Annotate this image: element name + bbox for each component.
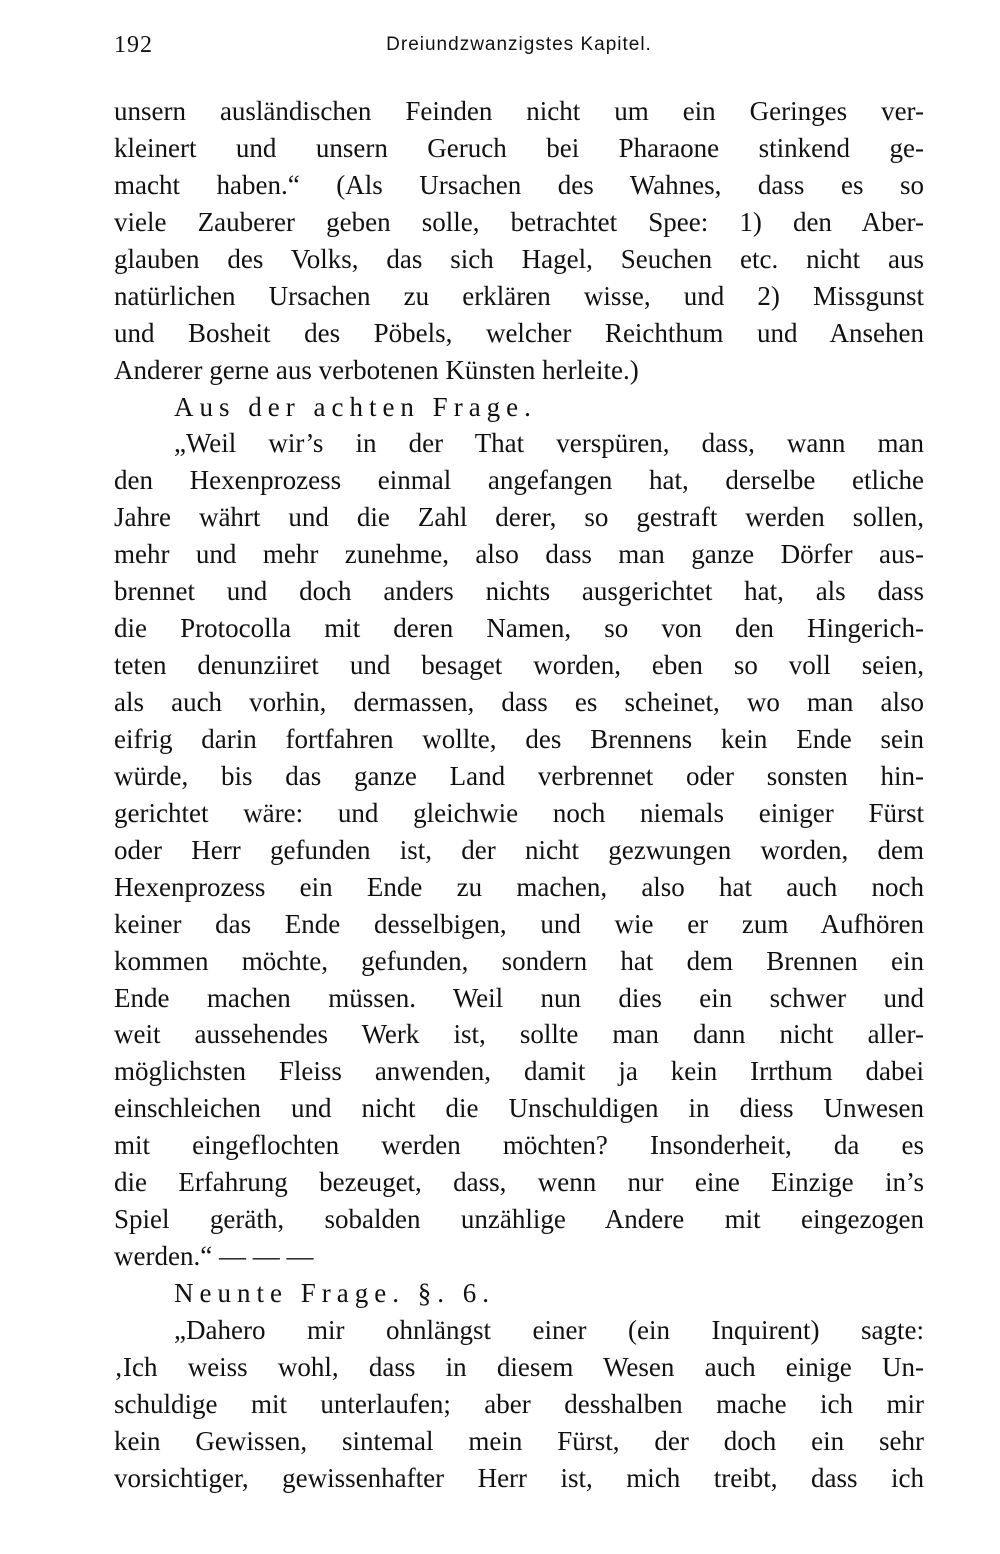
text-line: einschleichen und nicht die Unschuldigen in diess Unwesen — [114, 1093, 924, 1124]
text-line: vorsichtiger, gewissenhafter Herr ist, mich treibt, dass ich — [114, 1462, 924, 1493]
page-number: 192 — [114, 32, 153, 58]
text-line: Ende machen müssen. Weil nun dies ein schwer und — [114, 982, 924, 1013]
text-line: Anderer gerne aus verbotenen Künsten herleite.) — [114, 354, 639, 385]
text-line: unsern ausländischen Feinden nicht um ein Geringes ver- — [114, 96, 924, 126]
running-head: Dreiundzwanzigstes Kapitel. — [386, 34, 652, 55]
text-line: „Weil wir’s in der That verspüren, dass, wann man — [174, 428, 924, 459]
text-line: werden.“ — — — — [114, 1241, 314, 1272]
text-line: kommen möchte, gefunden, sondern hat dem Brennen ein — [114, 945, 924, 976]
text-line: kein Gewissen, sintemal mein Fürst, der doch ein sehr — [114, 1425, 924, 1456]
text-line: „Dahero mir ohnlängst einer (ein Inquirent) sagte: — [174, 1314, 924, 1345]
text-line: würde, bis das ganze Land verbrennet oder sonsten hin- — [114, 760, 924, 791]
page-header — [114, 30, 924, 64]
text-line: Spiel geräth, sobalden unzählige Andere mit eingezogen — [114, 1204, 924, 1235]
text-line: keiner das Ende desselbigen, und wie er zum Aufhören — [114, 908, 924, 939]
text-line: ‚Ich weiss wohl, dass in diesem Wesen auch einige Un- — [114, 1351, 924, 1382]
text-line: als auch vorhin, dermassen, dass es scheinet, wo man also — [114, 687, 924, 717]
text-line: brennet und doch anders nichts ausgerichtet hat, als dass — [114, 576, 924, 607]
text-line: eifrig darin fortfahren wollte, des Brennens kein Ende sein — [114, 723, 924, 754]
text-line: möglichsten Fleiss anwenden, damit ja kein Irrthum dabei — [114, 1056, 924, 1087]
text-line: Jahre währt und die Zahl derer, so gestraft werden sollen, — [114, 502, 924, 533]
body-text — [114, 93, 924, 1497]
text-line: die Erfahrung bezeuget, dass, wenn nur eine Einzige in’s — [114, 1167, 924, 1198]
text-line: die Protocolla mit deren Namen, so von den Hingerich- — [114, 613, 924, 644]
text-line: mehr und mehr zunehme, also dass man ganze Dörfer aus- — [114, 539, 924, 570]
section-heading: Aus der achten Frage. — [174, 391, 537, 422]
text-line: teten denunziiret und besaget worden, eben so voll seien, — [114, 650, 924, 681]
text-line: glauben des Volks, das sich Hagel, Seuchen etc. nicht aus — [114, 243, 924, 274]
text-line: oder Herr gefunden ist, der nicht gezwungen worden, dem — [114, 834, 924, 865]
text-line: mit eingeflochten werden möchten? Insonderheit, da es — [114, 1130, 924, 1161]
text-line: viele Zauberer geben solle, betrachtet Spee: 1) den Aber- — [114, 206, 924, 237]
text-line: und Bosheit des Pöbels, welcher Reichthum und Ansehen — [114, 317, 924, 348]
section-heading: Neunte Frage. §. 6. — [174, 1278, 495, 1308]
text-line: gerichtet wäre: und gleichwie noch niemals einiger Fürst — [114, 797, 924, 828]
text-line: Hexenprozess ein Ende zu machen, also hat auch noch — [114, 871, 924, 902]
text-line: natürlichen Ursachen zu erklären wisse, und 2) Missgunst — [114, 280, 924, 311]
text-line: schuldige mit unterlaufen; aber desshalben mache ich mir — [114, 1388, 924, 1419]
text-line: macht haben.“ (Als Ursachen des Wahnes, dass es so — [114, 169, 924, 200]
text-line: kleinert und unsern Geruch bei Pharaone stinkend ge- — [114, 132, 924, 163]
text-line: den Hexenprozess einmal angefangen hat, derselbe etliche — [114, 465, 924, 496]
text-line: weit aussehendes Werk ist, sollte man dann nicht aller- — [114, 1019, 924, 1050]
